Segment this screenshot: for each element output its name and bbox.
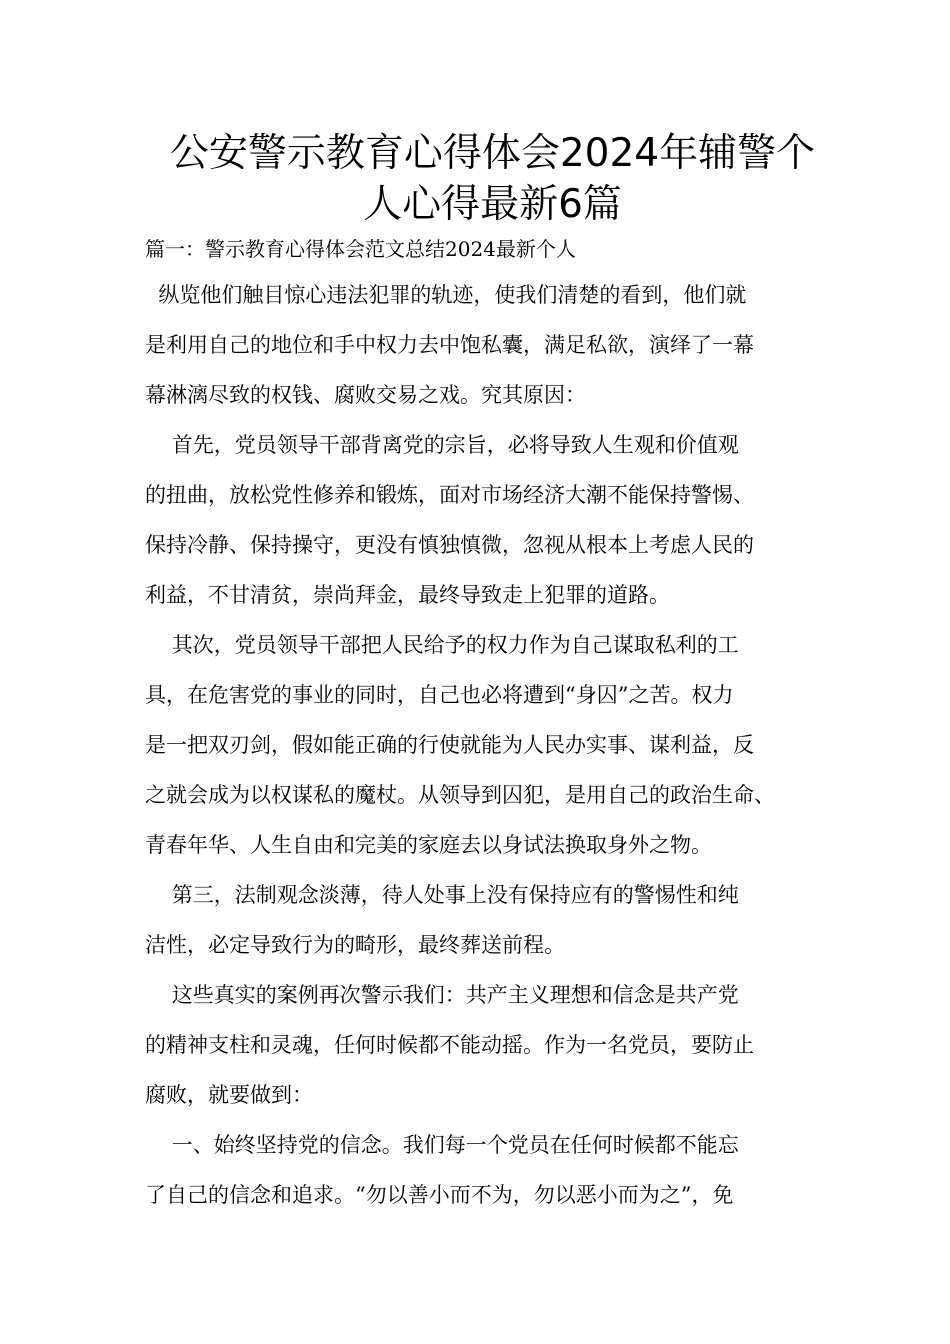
paragraph-1 (145, 270, 840, 420)
paragraph-line: 一、始终坚持党的信念。我们每一个党员在任何时候都不能忘 (145, 1133, 739, 1157)
paragraph-line: 具，在危害党的事业的同时，自己也必将遭到“身囚”之苦。权力 (145, 683, 734, 707)
paragraph-line: 第三，法制观念淡薄，待人处事上没有保持应有的警惕性和纯 (145, 883, 739, 907)
title-line-2: 人心得最新6篇 (363, 182, 622, 227)
paragraph-line: 首先，党员领导干部背离党的宗旨，必将导致人生观和价值观 (145, 433, 739, 457)
paragraph-line: 是一把双刃剑，假如能正确的行使就能为人民办实事、谋利益，反 (145, 733, 754, 757)
paragraph-line: 了自己的信念和追求。“勿以善小而不为，勿以恶小而为之”，免 (145, 1183, 734, 1207)
paragraph-line: 纵览他们触目惊心违法犯罪的轨迹，使我们清楚的看到，他们就 (145, 283, 747, 307)
paragraph-4 (145, 870, 840, 970)
paragraph-line: 腐败，就要做到： (145, 1083, 313, 1107)
paragraph-6 (145, 1120, 840, 1220)
paragraph-5 (145, 970, 840, 1120)
paragraph-line: 利益，不甘清贫，崇尚拜金，最终导致走上犯罪的道路。 (145, 583, 670, 607)
paragraph-3 (145, 620, 840, 870)
paragraph-line: 的扭曲，放松党性修养和锻炼，面对市场经济大潮不能保持警惕、 (145, 483, 754, 507)
paragraph-line: 之就会成为以权谋私的魔杖。从领导到囚犯，是用自己的政治生命、 (145, 783, 775, 807)
document-title (145, 0, 840, 230)
document-body (145, 270, 840, 1220)
paragraph-line: 其次，党员领导干部把人民给予的权力作为自己谋取私利的工 (145, 633, 739, 657)
paragraph-line: 的精神支柱和灵魂，任何时候都不能动摇。作为一名党员，要防止 (145, 1033, 754, 1057)
paragraph-line: 幕淋漓尽致的权钱、腐败交易之戏。究其原因： (145, 383, 586, 407)
paragraph-line: 青春年华、人生自由和完美的家庭去以身试法换取身外之物。 (145, 833, 712, 857)
paragraph-line: 保持冷静、保持操守，更没有慎独慎微，忽视从根本上考虑人民的 (145, 533, 754, 557)
paragraph-line: 洁性，必定导致行为的畸形，最终葬送前程。 (145, 933, 565, 957)
title-line-1: 公安警示教育心得体会2024年辅警个 (169, 131, 816, 176)
section-heading: 篇一：警示教育心得体会范文总结2024最新个人 (145, 237, 576, 261)
paragraph-line: 这些真实的案例再次警示我们：共产主义理想和信念是共产党 (145, 983, 739, 1007)
paragraph-2 (145, 420, 840, 620)
paragraph-line: 是利用自己的地位和手中权力去中饱私囊，满足私欲，演绎了一幕 (145, 333, 754, 357)
